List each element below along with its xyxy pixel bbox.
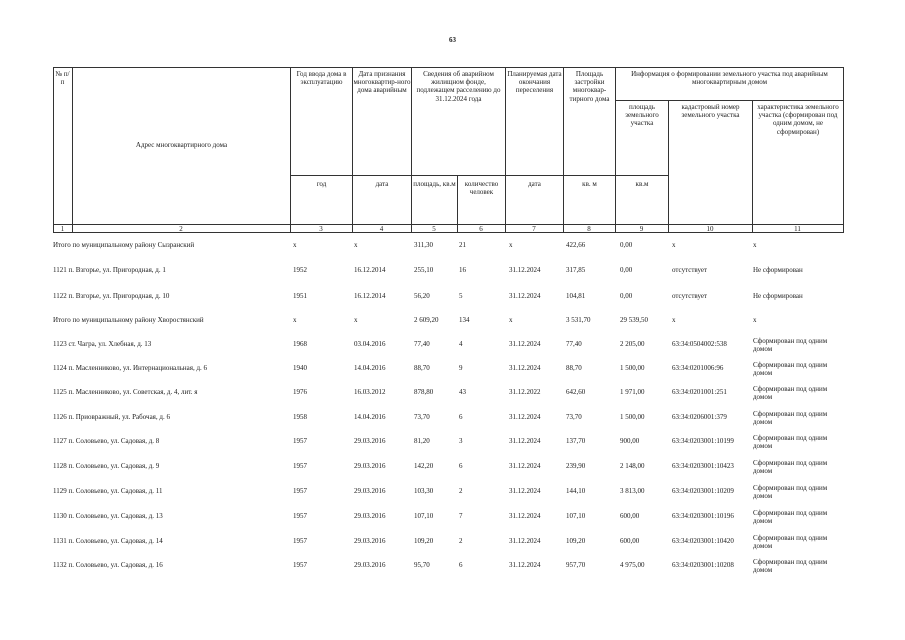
cell-address: Итого по муниципальному району Хворостянский <box>53 316 204 324</box>
table-row <box>53 434 843 451</box>
cell-people: 3 <box>459 437 463 445</box>
cell-address: 1122 п. Взгорье, ул. Пригородная, д. 10 <box>53 292 170 300</box>
cell-cadastral: 63:34:0201006:96 <box>672 364 724 372</box>
colnum: 6 <box>479 225 483 233</box>
cell-date: х <box>354 316 358 324</box>
cell-plan-date: 31.12.2024 <box>509 537 541 545</box>
hdr-land-area: площадь земельного участка <box>625 103 659 128</box>
colnum: 8 <box>587 225 591 233</box>
cell-year: 1957 <box>293 512 307 520</box>
page-number: 63 <box>449 36 456 44</box>
cell-plan-date: 31.12.2024 <box>509 413 541 421</box>
table-row <box>53 385 843 402</box>
cell-address: 1126 п. Приовражный, ул. Рабочая, д. 6 <box>53 413 170 421</box>
cell-land-area: 900,00 <box>620 437 640 445</box>
cell-characteristic: Сформирован под одним домом <box>753 534 828 550</box>
cell-address: 1129 п. Соловьево, ул. Садовая, д. 11 <box>53 487 163 495</box>
cell-people: 6 <box>459 561 463 569</box>
cell-people: 7 <box>459 512 463 520</box>
cell-date: 14.04.2016 <box>354 364 386 372</box>
cell-area: 103,30 <box>414 487 434 495</box>
cell-year: 1957 <box>293 561 307 569</box>
cell-plan-date: 31.12.2024 <box>509 266 541 274</box>
cell-cadastral: 63:34:0203001:10199 <box>672 437 734 445</box>
cell-date: 03.04.2016 <box>354 340 386 348</box>
colnum: 1 <box>60 225 65 233</box>
cell-year: 1952 <box>293 266 307 274</box>
cell-date: 16.12.2014 <box>354 266 386 274</box>
cell-cadastral: 63:34:0203001:10423 <box>672 462 734 470</box>
cell-build-area: 73,70 <box>566 413 582 421</box>
hdr-planned-date: Планируемая дата окончания переселения <box>507 70 562 95</box>
table-row <box>53 337 843 354</box>
unit-land-area: кв.м <box>635 180 649 188</box>
cell-cadastral: отсутствует <box>672 292 708 300</box>
cell-characteristic: х <box>753 241 757 249</box>
cell-address: Итого по муниципальному району Сызранский <box>53 241 195 249</box>
hline <box>615 100 843 101</box>
cell-area: 311,30 <box>414 241 433 249</box>
cell-people: 16 <box>459 266 466 274</box>
cell-build-area: 144,10 <box>566 487 586 495</box>
cell-year: 1940 <box>293 364 307 372</box>
cell-year: 1957 <box>293 462 307 470</box>
hdr-year: Год ввода дома в эксплуатацию <box>296 70 347 87</box>
cell-area: 2 609,20 <box>414 316 439 324</box>
cell-date: 29.03.2016 <box>354 537 386 545</box>
cell-people: 2 <box>459 537 463 545</box>
cell-land-area: 1 500,00 <box>620 364 645 372</box>
cell-area: 878,80 <box>414 388 434 396</box>
cell-build-area: 88,70 <box>566 364 582 372</box>
cell-area: 107,10 <box>414 512 434 520</box>
cell-address: 1124 п. Масленниково, ул. Интернациональная, д. 6 <box>53 364 208 372</box>
cell-date: 14.04.2016 <box>354 413 386 421</box>
cell-characteristic: Сформирован под одним домом <box>753 484 828 500</box>
cell-cadastral: 63:34:0203001:10208 <box>672 561 734 569</box>
cell-build-area: 239,90 <box>566 462 586 470</box>
cell-people: 5 <box>459 292 463 300</box>
hdr-address: Адрес многоквартирного дома <box>135 141 228 149</box>
cell-plan-date: 31.12.2024 <box>509 292 541 300</box>
hdr-num: № п/п <box>55 70 70 87</box>
hdr-recognition-date: Дата признания многоквартир-ного дома аварийным <box>353 70 411 95</box>
cell-characteristic: Не сформирован <box>753 266 803 274</box>
cell-people: 6 <box>459 462 463 470</box>
cell-year: 1957 <box>293 537 307 545</box>
cell-land-area: 0,00 <box>620 292 633 300</box>
cell-area: 56,20 <box>414 292 430 300</box>
cell-plan-date: 31.12.2024 <box>509 340 541 348</box>
colnum: 9 <box>639 225 644 233</box>
cell-land-area: 3 813,00 <box>620 487 645 495</box>
cell-build-area: 104,81 <box>566 292 586 300</box>
cell-area: 88,70 <box>414 364 430 372</box>
cell-cadastral: 63:34:0206001:379 <box>672 413 727 421</box>
cell-area: 142,20 <box>414 462 434 470</box>
cell-date: 29.03.2016 <box>354 487 386 495</box>
unit-area: площадь, кв.м <box>413 180 456 188</box>
cell-land-area: 600,00 <box>620 537 640 545</box>
cell-plan-date: 31.12.2024 <box>509 512 541 520</box>
cell-build-area: 957,70 <box>566 561 586 569</box>
vline <box>290 67 291 233</box>
colnum: 11 <box>794 225 801 233</box>
cell-characteristic: Сформирован под одним домом <box>753 385 828 401</box>
cell-characteristic: Сформирован под одним домом <box>753 558 828 574</box>
table-row <box>53 534 843 551</box>
cell-land-area: 0,00 <box>620 241 633 249</box>
cell-date: 29.03.2016 <box>354 561 386 569</box>
cell-people: 43 <box>459 388 466 396</box>
cell-build-area: 109,20 <box>566 537 586 545</box>
cell-date: х <box>354 241 358 249</box>
cell-address: 1128 п. Соловьево, ул. Садовая, д. 9 <box>53 462 160 470</box>
unit-build-area: кв. м <box>582 180 597 188</box>
cell-area: 81,20 <box>414 437 430 445</box>
cell-people: 134 <box>459 316 470 324</box>
cell-land-area: 600,00 <box>620 512 640 520</box>
cell-cadastral: 63:34:0203001:10196 <box>672 512 734 520</box>
header-top-rule <box>53 67 843 68</box>
cell-characteristic: Сформирован под одним домом <box>753 410 828 426</box>
cell-year: 1958 <box>293 413 307 421</box>
cell-build-area: 3 531,70 <box>566 316 591 324</box>
table-row <box>53 459 843 476</box>
cell-land-area: 29 539,50 <box>620 316 648 324</box>
cell-date: 16.12.2014 <box>354 292 386 300</box>
cell-land-area: 0,00 <box>620 266 633 274</box>
table-row <box>53 292 843 306</box>
cell-plan-date: 31.12.2024 <box>509 364 541 372</box>
table-row <box>53 410 843 427</box>
cell-people: 2 <box>459 487 463 495</box>
cell-land-area: 1 971,00 <box>620 388 645 396</box>
vline <box>615 67 616 233</box>
colnum: 10 <box>706 225 714 233</box>
cell-year: х <box>293 316 297 324</box>
cell-land-area: 2 148,00 <box>620 462 645 470</box>
cell-build-area: 77,40 <box>566 340 582 348</box>
cell-year: 1976 <box>293 388 307 396</box>
vline <box>668 100 669 233</box>
table-row <box>53 241 843 255</box>
cell-address: 1130 п. Соловьево, ул. Садовая, д. 13 <box>53 512 163 520</box>
cell-address: 1125 п. Масленниково, ул. Советская, д. 4, лит. я <box>53 388 198 396</box>
cell-cadastral: 63:34:0504002:538 <box>672 340 727 348</box>
cell-cadastral: отсутствует <box>672 266 708 274</box>
hdr-land-characteristic: характеристика земельного участка (сформирован под одним домом, не сформирован) <box>757 103 839 136</box>
cell-date: 16.03.2012 <box>354 388 386 396</box>
cell-cadastral: 63:34:0201001:251 <box>672 388 727 396</box>
colnum: 5 <box>432 225 436 233</box>
cell-characteristic: Сформирован под одним домом <box>753 434 828 450</box>
colnum: 3 <box>319 225 323 233</box>
cell-plan-date: х <box>509 316 513 324</box>
cell-characteristic: Сформирован под одним домом <box>753 459 828 475</box>
cell-land-area: 1 500,00 <box>620 413 645 421</box>
hdr-building-area: Площадь застройки многоквар-тирного дома <box>569 70 610 103</box>
cell-characteristic: Сформирован под одним домом <box>753 361 828 377</box>
unit-plan-date: дата <box>528 180 541 188</box>
cell-area: 95,70 <box>414 561 430 569</box>
cell-plan-date: 31.12.2024 <box>509 561 541 569</box>
cell-area: 109,20 <box>414 537 434 545</box>
cell-address: 1123 ст. Чагра, ул. Хлебная, д. 13 <box>53 340 152 348</box>
table-row <box>53 558 843 575</box>
cell-characteristic: х <box>753 316 757 324</box>
cell-characteristic: Сформирован под одним домом <box>753 337 828 353</box>
cell-date: 29.03.2016 <box>354 437 386 445</box>
cell-year: 1951 <box>293 292 307 300</box>
cell-build-area: 317,85 <box>566 266 586 274</box>
table-row <box>53 509 843 526</box>
table-header <box>0 0 905 240</box>
cell-address: 1127 п. Соловьево, ул. Садовая, д. 8 <box>53 437 160 445</box>
vline <box>72 67 73 233</box>
table-row <box>53 316 843 330</box>
cell-build-area: 137,70 <box>566 437 586 445</box>
cell-cadastral: х <box>672 241 676 249</box>
colnum: 7 <box>532 225 536 233</box>
cell-cadastral: 63:34:0203001:10420 <box>672 537 734 545</box>
cell-year: 1957 <box>293 437 307 445</box>
unit-date: дата <box>375 180 389 188</box>
cell-plan-date: х <box>509 241 513 249</box>
cell-cadastral: х <box>672 316 676 324</box>
cell-address: 1131 п. Соловьево, ул. Садовая, д. 14 <box>53 537 163 545</box>
cell-year: х <box>293 241 297 249</box>
cell-area: 73,70 <box>414 413 430 421</box>
hline <box>290 175 668 176</box>
table-row <box>53 361 843 378</box>
cell-date: 29.03.2016 <box>354 512 386 520</box>
cell-address: 1121 п. Взгорье, ул. Пригородная, д. 1 <box>53 266 166 274</box>
hdr-emergency-fund: Сведения об аварийном жилищном фонде, подлежащем расселению до 31.12.2024 года <box>416 70 501 103</box>
cell-plan-date: 31.12.2024 <box>509 487 541 495</box>
unit-year: год <box>316 180 327 188</box>
table-row <box>53 484 843 501</box>
cell-year: 1957 <box>293 487 307 495</box>
cell-people: 6 <box>459 413 463 421</box>
cell-plan-date: 31.12.2024 <box>509 437 541 445</box>
cell-characteristic: Не сформирован <box>753 292 803 300</box>
cell-year: 1968 <box>293 340 307 348</box>
cell-people: 21 <box>459 241 466 249</box>
unit-people: количество человек <box>464 180 499 197</box>
cell-cadastral: 63:34:0203001:10209 <box>672 487 734 495</box>
cell-area: 255,10 <box>414 266 434 274</box>
colnum: 4 <box>379 225 384 233</box>
cell-people: 9 <box>459 364 463 372</box>
cell-land-area: 2 205,00 <box>620 340 645 348</box>
cell-date: 29.03.2016 <box>354 462 386 470</box>
cell-build-area: 422,66 <box>566 241 586 249</box>
cell-plan-date: 31.12.2024 <box>509 462 541 470</box>
cell-people: 4 <box>459 340 463 348</box>
cell-address: 1132 п. Соловьево, ул. Садовая, д. 16 <box>53 561 163 569</box>
vline <box>843 67 844 233</box>
cell-build-area: 642,60 <box>566 388 586 396</box>
cell-plan-date: 31.12.2022 <box>509 388 541 396</box>
vline <box>53 67 54 233</box>
cell-build-area: 107,10 <box>566 512 586 520</box>
table-row <box>53 266 843 280</box>
colnum: 2 <box>179 225 183 233</box>
cell-area: 77,40 <box>414 340 430 348</box>
hdr-cadastral: кадастровый номер земельного участка <box>681 103 740 120</box>
hdr-land-info: Информация о формировании земельного участка под аварийным многоквартирным домом <box>631 70 828 87</box>
cell-characteristic: Сформирован под одним домом <box>753 509 828 525</box>
cell-land-area: 4 975,00 <box>620 561 645 569</box>
